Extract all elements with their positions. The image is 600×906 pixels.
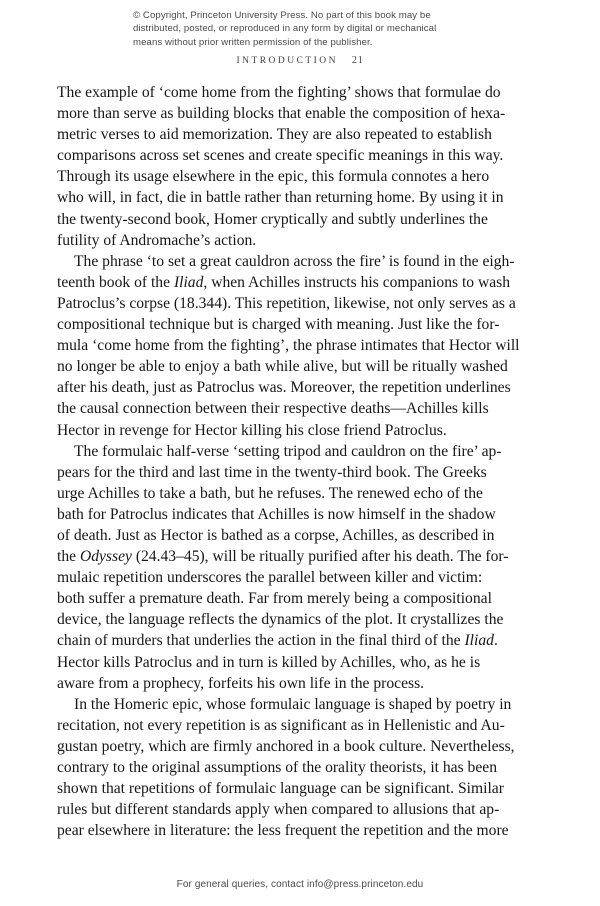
text-line: mula ‘come home from the fighting’, the phrase intimates that Hector will [57, 337, 520, 355]
running-head [0, 55, 600, 66]
text-line: recitation, not every repetition is as significant as in Hellenistic and Au- [57, 716, 505, 734]
text-line: Hector in revenge for Hector killing his close friend Patroclus. [57, 421, 447, 439]
text-line: urge Achilles to take a bath, but he refuses. The renewed echo of the [57, 484, 483, 502]
copyright-notice-line-1: © Copyright, Princeton University Press. No part of this book may be [133, 10, 431, 21]
text-line: The phrase ‘to set a great cauldron across the fire’ is found in the eigh- [74, 252, 515, 270]
text-line: comparisons across set scenes and create specific meanings in this way. [57, 147, 504, 165]
paragraph [57, 82, 518, 251]
copyright-notice-line-3: means without prior written permission of the publisher. [133, 36, 373, 48]
text-line: metric verses to aid memorization. They are also repeated to establish [57, 126, 492, 144]
text-line: bath for Patroclus indicates that Achilles is now himself in the shadow [57, 505, 496, 523]
text-line: both suffer a premature death. Far from merely being a compositional [57, 590, 492, 608]
paragraph [57, 251, 518, 441]
text-line: pears for the third and last time in the twenty-third book. The Greeks [57, 463, 487, 481]
text-line: gustan poetry, which are firmly anchored in a book culture. Nevertheless, [57, 737, 515, 755]
body-text [57, 82, 518, 841]
text-line: contrary to the original assumptions of the orality theorists, it has been [57, 759, 497, 776]
text-line: the Odyssey (24.43–45), will be ritually purified after his death. The for- [57, 548, 509, 566]
text-line: futility of Andromache’s action. [57, 231, 257, 249]
text-line: Hector kills Patroclus and in turn is killed by Achilles, who, as he is [57, 653, 481, 671]
text-line: In the Homeric epic, whose formulaic language is shaped by poetry in [74, 695, 512, 713]
text-line: mulaic repetition underscores the parallel between killer and victim: [57, 569, 483, 587]
text-line: chain of murders that underlies the action in the final third of the Iliad. [57, 632, 498, 650]
text-line: The example of ‘come home from the fighting’ shows that formulae do [57, 84, 501, 101]
page-number: 21 [351, 55, 364, 66]
footer-query-note: For general queries, contact info@press.princeton.edu [176, 879, 424, 890]
text-line: The formulaic half-verse ‘setting tripod and cauldron on the fire’ ap- [74, 442, 502, 460]
text-line: teenth book of the Iliad, when Achilles instructs his companions to wash [57, 273, 511, 291]
text-line: the causal connection between their respective deaths—Achilles kills [57, 400, 489, 418]
text-line: no longer be able to enjoy a bath while alive, but will be ritually washed [57, 358, 508, 376]
copyright-notice [133, 9, 493, 49]
text-line: aware from a prophecy, forfeits his own life in the process. [57, 674, 425, 692]
text-line: device, the language reflects the dynamics of the plot. It crystallizes the [57, 611, 504, 629]
copyright-notice-line-2: distributed, posted, or reproduced in any form by digital or mechanical [133, 23, 437, 35]
text-line: of death. Just as Hector is bathed as a corpse, Achilles, as described in [57, 526, 495, 544]
text-line: rules but different standards apply when compared to allusions that ap- [57, 801, 500, 819]
text-line: shown that repetitions of formulaic language can be significant. Similar [57, 780, 504, 798]
text-line: more than serve as building blocks that enable the composition of hexa- [57, 105, 506, 123]
text-line: the twenty-second book, Homer cryptically and subtly underlines the [57, 210, 488, 228]
paragraph [57, 694, 518, 842]
paragraph [57, 441, 518, 694]
text-line: compositional technique but is charged with meaning. Just like the for- [57, 316, 500, 334]
running-head-chapter: INTRODUCTION [236, 56, 338, 66]
text-line: after his death, just as Patroclus was. Moreover, the repetition underlines [57, 379, 511, 397]
text-line: Patroclus’s corpse (18.344). This repetition, likewise, not only serves as a [57, 294, 516, 312]
text-line: Through its usage elsewhere in the epic, this formula connotes a hero [57, 168, 490, 186]
text-line: who will, in fact, die in battle rather than returning home. By using it in [57, 189, 504, 207]
text-line: pear elsewhere in literature: the less frequent the repetition and the more [57, 822, 509, 840]
